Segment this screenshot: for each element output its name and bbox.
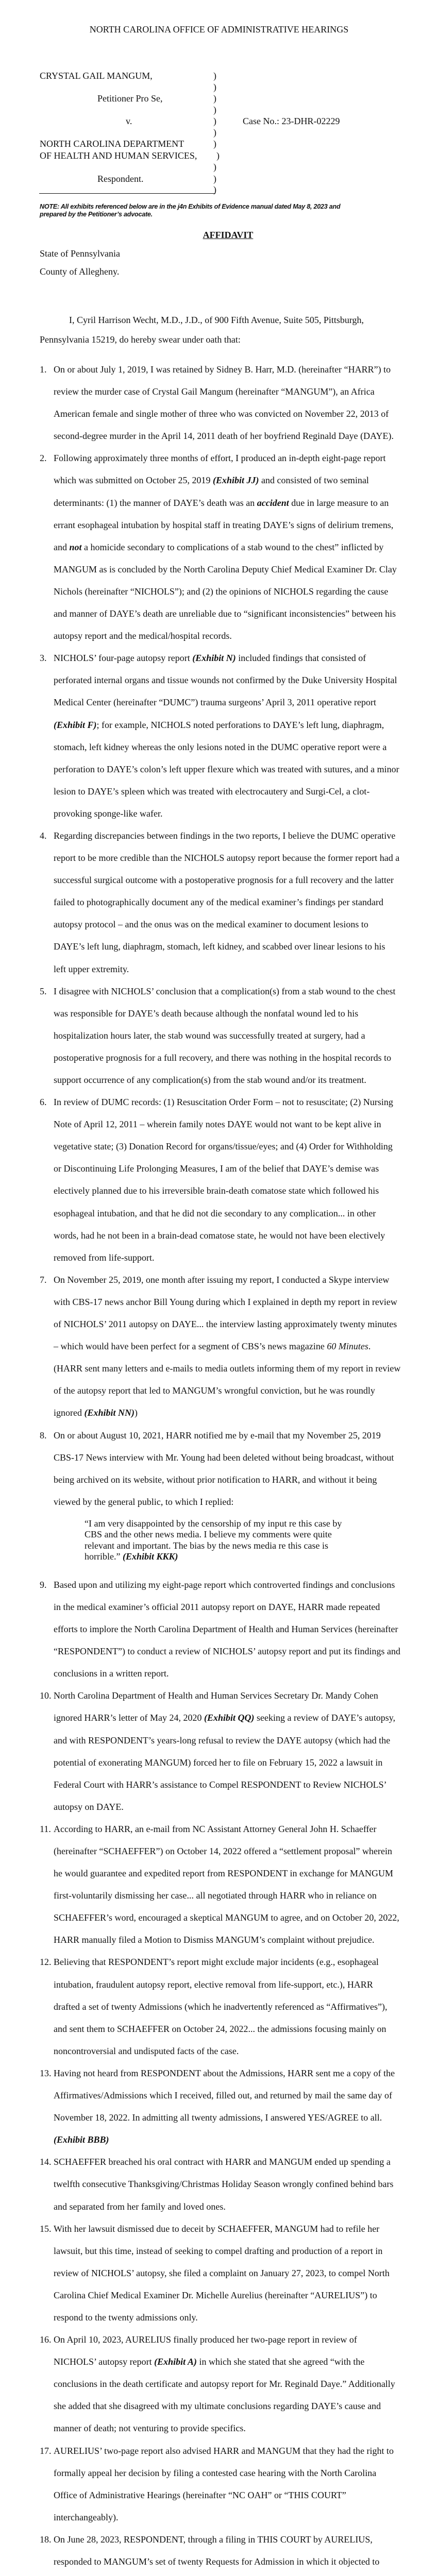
numbered-paragraph: [40, 647, 431, 825]
paragraph-line: noncontroversial and undisputed facts of the case.: [54, 2045, 239, 2056]
paragraph-number: 11.: [40, 1823, 51, 1834]
paragraph-line: According to HARR, an e-mail from NC Assistant Attorney General John H. Schaeffer: [54, 1823, 377, 1834]
paragraph-line: review of NICHOLS’ autopsy, she filed a complaint on January 27, 2023, to compel North: [54, 2267, 390, 2278]
paragraph-line: she added that she disagreed with my ultimate conclusions regarding DAYE’s cause and: [54, 2401, 381, 2412]
caption-paren: ): [213, 162, 216, 172]
paragraph-line: [54, 536, 431, 558]
paragraph-number: 14.: [40, 2157, 52, 2167]
numbered-paragraph: [40, 1574, 431, 1685]
petitioner-role: Petitioner Pro Se,: [97, 93, 163, 104]
text-run: a homicide secondary to complications of a stab wound to the chest” inflicted by: [81, 541, 384, 552]
paragraph-number: 9.: [40, 1579, 47, 1590]
paragraph-text: [54, 2218, 431, 2329]
paragraph-line: second-degree murder in the April 14, 2011 death of her boyfriend Reginald Daye (DAYE).: [54, 431, 394, 442]
paragraph-line: Having not heard from RESPONDENT about the Admissions, HARR sent me a copy of the: [54, 2067, 395, 2078]
paragraph-line: lawsuit, but this time, instead of seeking to compel drafting and production of a report in: [54, 2245, 383, 2256]
paragraph-line: CBS-17 News interview with Mr. Young had been deleted without being broadcast, without: [54, 1452, 394, 1463]
text-run: NICHOLS’ four-page autopsy report: [54, 653, 193, 664]
respondent-role: Respondent.: [97, 174, 144, 184]
text-run: ): [134, 1408, 138, 1418]
paragraph-line: report to be more credible than the NICHOLS autopsy report because the former report had a: [54, 853, 400, 863]
text-run: horrible.”: [85, 1551, 123, 1562]
emphasis-text: (Exhibit JJ): [212, 475, 259, 486]
text-run: and: [54, 541, 70, 552]
paragraph-number: 4.: [40, 830, 47, 841]
paragraph-line: formally appeal her decision by filing a contested case hearing with the North Carolina: [54, 2467, 377, 2478]
paragraph-number: 5.: [40, 986, 47, 996]
emphasis-text: (Exhibit F): [54, 719, 97, 730]
text-run: ignored HARR’s letter of May 24, 2020: [54, 1713, 204, 1723]
paragraph-number: 18.: [40, 2534, 52, 2545]
paragraph-text: [54, 447, 431, 647]
caption-paren: ): [213, 105, 216, 115]
paragraph-line: [54, 492, 431, 514]
paragraph-line: Note of April 12, 2011 – wherein family notes DAYE would not want to be kept alive in: [54, 1119, 381, 1130]
emphasis-text: (Exhibit A): [154, 2357, 197, 2367]
numbered-paragraph: [40, 359, 431, 447]
intro-line: Pennsylvania 15219, do hereby swear under oath that:: [40, 334, 241, 345]
versus: v.: [126, 116, 132, 126]
text-run: which was submitted on October 25, 2019: [54, 475, 213, 486]
paragraph-line: perforation to DAYE’s colon’s left upper flexure which was treated with sutures, and a minor: [54, 764, 399, 774]
paragraph-line: was responsible for DAYE’s death because although the nonfatal wound led to his: [54, 1008, 359, 1019]
text-run: ; for example, NICHOLS noted perforations to DAYE’s left lung, diaphragm,: [96, 719, 384, 730]
paragraph-line: and manner of DAYE’s death are unreliable due to “significant inconsistencies” between his: [54, 608, 396, 619]
paragraph-number: 16.: [40, 2334, 52, 2345]
paragraph-line: support occurrence of any complication(s) from the stab wound and/or its treatment.: [54, 1075, 366, 1085]
paragraph-line: successful surgical outcome with a postoperative prognosis for a full recovery and the latter: [54, 875, 394, 886]
paragraph-number: 1.: [40, 364, 47, 375]
paragraph-line: HARR manually filed a Motion to Dismiss MANGUM’s complaint without prejudice.: [54, 1935, 375, 1945]
numbered-paragraph: [40, 980, 431, 1091]
venue-state: State of Pennsylvania: [40, 248, 120, 259]
paragraph-line: November 18, 2022. In admitting all twenty admissions, I answered YES/AGREE to all.: [54, 2112, 382, 2123]
paragraph-line: MANGUM as is concluded by the North Carolina Deputy Chief Medical Examiner Dr. Clay: [54, 564, 397, 574]
paragraph-text: [54, 980, 431, 1091]
numbered-paragraph: [40, 2329, 431, 2439]
paragraph-line: twelfth consecutive Thanksgiving/Christmas Holiday Season wrongly confined behind bars: [54, 2179, 394, 2190]
paragraph-line: In review of DUMC records: (1) Resuscitation Order Form – not to resuscitate; (2) Nursing: [54, 1097, 393, 1108]
paragraph-text: [54, 1818, 431, 1952]
paragraph-line: Regarding discrepancies between findings in the two reports, I believe the DUMC operative: [54, 830, 396, 841]
text-run: ignored: [54, 1408, 85, 1418]
venue-county: County of Allegheny.: [40, 266, 120, 277]
emphasis-text: (Exhibit NN): [84, 1408, 134, 1418]
emphasis-text: (Exhibit N): [192, 653, 236, 664]
paragraph-text: [54, 359, 431, 447]
paragraph-line: Medical Center (hereinafter “DUMC”) trauma surgeons’ April 3, 2011 operative report: [54, 697, 376, 708]
paragraph-line: removed from life-support.: [54, 1252, 155, 1263]
paragraph-line: left upper extremity.: [54, 963, 129, 974]
paragraph-line: Carolina Chief Medical Examiner Dr. Michelle Aurelius (hereinafter “AURELIUS”) to: [54, 2290, 377, 2300]
note-line: NOTE: All exhibits referenced below are in the j4n Exhibits of Evidence manual dated May 8, 2023 and: [40, 203, 341, 210]
text-run: – which would have been perfect for a segment of CBS’s news magazine: [54, 1341, 327, 1352]
paragraph-line: Following approximately three months of effort, I produced an in-depth eight-page report: [54, 453, 386, 464]
court-title: NORTH CAROLINA OFFICE OF ADMINISTRATIVE HEARINGS: [89, 24, 349, 35]
paragraph-text: [54, 2151, 431, 2217]
text-run: seeking a review of DAYE’s autopsy,: [254, 1713, 396, 1723]
caption-paren: ): [213, 93, 216, 104]
paragraph-line: responded to MANGUM’s set of twenty Requests for Admission in which it objected to: [54, 2556, 380, 2567]
paragraph-text: [54, 647, 431, 825]
paragraph-line: relevant and important. The bias by the news media re this case is: [85, 1540, 329, 1551]
paragraph-line: [54, 714, 431, 736]
paragraph-line: American female and single mother of three who was convicted on November 22, 2013 of: [54, 409, 389, 419]
paragraph-line: in the medical examiner’s official 2011 autopsy report on DAYE, HARR made repeated: [54, 1601, 380, 1612]
paragraph-line: With her lawsuit dismissed due to deceit by SCHAEFFER, MANGUM had to refile her: [54, 2223, 380, 2234]
paragraph-line: respond to the twenty admissions only.: [54, 2312, 198, 2323]
paragraph-text: [54, 1574, 431, 1685]
paragraph-line: [54, 2129, 431, 2151]
paragraph-line: and separated from her family and loved ones.: [54, 2201, 226, 2212]
paragraph-line: Federal Court with HARR’s assistance to Compel RESPONDENT to Review NICHOLS’: [54, 1779, 387, 1790]
paragraph-text: [54, 2062, 431, 2151]
paragraph-number: 10.: [40, 1690, 52, 1701]
paragraph-line: DAYE’s left lung, diaphragm, stomach, left kidney, and scabbed over linear lesions to his: [54, 941, 385, 952]
paragraph-number: 8.: [40, 1430, 47, 1440]
paragraph-line: Believing that RESPONDENT’s report might exclude major incidents (e.g., esophageal: [54, 1957, 379, 1968]
paragraph-line: efforts to implore the North Carolina Department of Health and Human Services (hereinafter: [54, 1624, 398, 1635]
paragraph-text: [54, 2329, 431, 2439]
paragraph-line: SCHAEFFER breached his oral contract with HARR and MANGUM ended up spending a: [54, 2157, 391, 2167]
paragraph-line: drafted a set of twenty Admissions (which he inadvertently referenced as “Affirmatives”),: [54, 2001, 388, 2012]
paragraph-line: he would guarantee and expedited report from RESPONDENT in exchange for MANGUM: [54, 1868, 394, 1879]
paragraph-line: [54, 647, 431, 669]
paragraph-line: Affirmatives/Admissions which I received, filled out, and returned by mail the same day of: [54, 2090, 392, 2101]
text-run: due in large measure to an: [289, 497, 389, 508]
text-run: .: [368, 1341, 371, 1352]
emphasis-text: (Exhibit BBB): [54, 2134, 109, 2145]
paragraph-line: esophageal intubation, and that he did not die secondary to any complication... in other: [54, 1208, 376, 1218]
paragraph-line: of NICHOLS’ 2011 autopsy on DAYE... the interview lasting approximately twenty minutes: [54, 1319, 397, 1330]
paragraph-line: postoperative prognosis for a full recovery, and there was nothing in the hospital records to: [54, 1052, 392, 1063]
paragraph-line: autopsy on DAYE.: [54, 1801, 124, 1812]
caption-paren: ): [213, 71, 216, 81]
paragraph-line: “I am very disappointed by the censorship of my input re this case by: [85, 1518, 342, 1529]
emphasis-text: (Exhibit KKK): [122, 1551, 178, 1562]
respondent-name-line2: OF HEALTH AND HUMAN SERVICES,: [40, 150, 197, 161]
numbered-paragraph: [40, 1425, 431, 1513]
numbered-paragraph: [40, 1818, 431, 1952]
paragraph-line: “RESPONDENT”) to conduct a review of NICHOLS’ autopsy report and put its findings and: [54, 1646, 401, 1657]
paragraph-line: I disagree with NICHOLS’ conclusion that a complication(s) from a stab wound to the chest: [54, 986, 396, 996]
emphasis-text: (Exhibit QQ): [204, 1713, 255, 1723]
paragraph-line: hospitalization hours later, the stab wound was successfully treated at surgery, had a: [54, 1030, 365, 1041]
case-number: Case No.: 23-DHR-02229: [243, 116, 340, 126]
numbered-paragraph: [40, 1091, 431, 1269]
paragraph-line: autopsy protocol – and the onus was on the medical examiner to document lesions to: [54, 919, 368, 930]
paragraph-line: [54, 1335, 431, 1358]
paragraph-text: [54, 2440, 431, 2529]
paragraph-line: On April 10, 2023, AURELIUS finally produced her two-page report in review of: [54, 2334, 357, 2345]
paragraph-line: Office of Administrative Hearings (hereinafter “NC OAH” or “THIS COURT”: [54, 2489, 346, 2500]
caption-underline: [39, 193, 215, 194]
paragraph-line: failed to photographically document any of the medical examiner’s findings per standard: [54, 897, 383, 908]
numbered-paragraph: [40, 2062, 431, 2151]
paragraph-line: AURELIUS’ two-page report also advised HARR and MANGUM that they had the right to: [54, 2445, 394, 2456]
paragraph-line: [54, 2351, 431, 2373]
paragraph-line: and with RESPONDENT’s years-long refusal to review the DAYE autopsy (which had the: [54, 1735, 391, 1745]
paragraph-line: lesion to DAYE’s spleen which was treated with electrocautery and Surgi-Cel, a clot-: [54, 786, 370, 796]
caption-paren: ): [213, 139, 216, 149]
intro-line: I, Cyril Harrison Wecht, M.D., J.D., of 900 Fifth Avenue, Suite 505, Pittsburgh,: [69, 315, 364, 325]
paragraph-line: intubation, fraudulent autopsy report, elective removal from life-support, etc.), HARR: [54, 1979, 373, 1990]
paragraph-line: of the autopsy report that led to MANGUM’s wrongful conviction, but he was roundly: [54, 1385, 375, 1396]
paragraph-line: with CBS-17 news anchor Bill Young during which I explained in depth my report in review: [54, 1296, 397, 1307]
paragraph-text: [54, 1269, 431, 1425]
respondent-name-line1: NORTH CAROLINA DEPARTMENT: [40, 139, 184, 149]
paragraph-text: [54, 2529, 431, 2573]
paragraph-text: [54, 825, 431, 980]
paragraph-number: 6.: [40, 1097, 47, 1108]
paragraph-line: SCHAEFFER’s word, encouraged a skeptical MANGUM to agree, and on October 20, 2022,: [54, 1912, 399, 1923]
block-quote: [85, 1518, 362, 1563]
paragraph-line: On June 28, 2023, RESPONDENT, through a filing in THIS COURT by AURELIUS,: [54, 2534, 373, 2545]
paragraph-line: review the murder case of Crystal Gail Mangum (hereinafter “MANGUM”), an Africa: [54, 386, 375, 397]
paragraph-line: Based upon and utilizing my eight-page report which controverted findings and conclusions: [54, 1579, 395, 1590]
paragraph-line: North Carolina Department of Health and Human Services Secretary Dr. Mandy Cohen: [54, 1690, 378, 1701]
document-title: AFFIDAVIT: [203, 230, 254, 240]
numbered-paragraph: [40, 1951, 431, 2062]
emphasis-text: not: [69, 541, 82, 552]
paragraph-line: words, had he not been in a brain-dead comatose state, he would not have been electively: [54, 1230, 385, 1241]
paragraph-line: (hereinafter “SCHAEFFER”) on October 14, 2022 offered a “settlement proposal” wherein: [54, 1846, 392, 1856]
paragraph-line: vegetative state; (3) Donation Record for organs/tissue/eyes; and (4) Order for Withholding: [54, 1141, 393, 1152]
caption-paren: ): [213, 184, 216, 195]
paragraph-line: [85, 1551, 362, 1563]
paragraph-line: or Discontinuing Life Prolonging Measures, I am of the belief that DAYE’s demise was: [54, 1163, 379, 1174]
numbered-paragraph: [40, 825, 431, 980]
paragraph-number: 3.: [40, 653, 47, 664]
paragraph-line: potential of exonerating MANGUM) forced her to file on February 15, 2022 a lawsuit in: [54, 1757, 383, 1768]
text-run: in which she stated that she agreed “with the: [197, 2357, 365, 2367]
paragraph-line: [54, 1707, 431, 1729]
paragraph-line: On November 25, 2019, one month after issuing my report, I conducted a Skype interview: [54, 1274, 390, 1285]
paragraph-number: 2.: [40, 453, 47, 464]
numbered-paragraph: [40, 1685, 431, 1818]
paragraph-text: [54, 1685, 431, 1818]
paragraph-line: conclusions in the death certificate and autopsy report for Mr. Reginald Daye.” Additionally: [54, 2379, 395, 2389]
italic-title: 60 Minutes: [327, 1341, 368, 1352]
numbered-paragraph: [40, 2529, 431, 2573]
paragraph-line: viewed by the general public, to which I replied:: [54, 1496, 234, 1507]
paragraph-number: 12.: [40, 1957, 52, 1968]
paragraph-line: (HARR sent many letters and e-mails to media outlets informing them of my report in review: [54, 1363, 401, 1374]
paragraph-line: manner of death; not venturing to provide specifics.: [54, 2423, 246, 2434]
text-run: included findings that consisted of: [235, 653, 366, 664]
numbered-paragraph: [40, 2440, 431, 2529]
paragraph-number: 13.: [40, 2067, 52, 2078]
paragraph-line: [54, 469, 431, 492]
note-line: prepared by the Petitioner’s advocate.: [40, 211, 153, 218]
paragraph-line: and sent them to SCHAEFFER on October 24, 2022... the admissions focusing mainly on: [54, 2023, 386, 2034]
paragraph-line: perforated internal organs and tissue wounds not confirmed by the Duke University Hospital: [54, 675, 397, 686]
paragraph-line: [54, 1402, 431, 1424]
caption-paren: ): [213, 82, 216, 92]
paragraph-text: [54, 1091, 431, 1269]
paragraph-line: first-voluntarily dismissing her case... all negotiated through HARR who in reliance on: [54, 1890, 377, 1901]
paragraph-line: CBS and the other news media. I believe my comments were quite: [85, 1529, 332, 1540]
paragraph-line: electively planned due to his irreversible brain-death comatose state which followed his: [54, 1185, 379, 1196]
affidavit-body: [40, 359, 431, 2573]
paragraph-number: 15.: [40, 2223, 52, 2234]
paragraph-line: being archived on its website, without prior notification to HARR, and without it being: [54, 1474, 377, 1485]
caption-paren: ): [213, 116, 216, 126]
caption-paren: ): [213, 174, 216, 184]
caption-paren: ): [213, 127, 216, 138]
paragraph-line: interchangeably).: [54, 2512, 119, 2522]
paragraph-line: autopsy report and the medical/hospital records.: [54, 631, 232, 641]
numbered-paragraph: [40, 1269, 431, 1425]
exhibit-note: [40, 203, 340, 218]
numbered-paragraph: [40, 447, 431, 647]
paragraph-text: [54, 1425, 431, 1513]
paragraph-line: conclusions in a written report.: [54, 1668, 169, 1679]
paragraph-line: Nichols (hereinafter “NICHOLS”); and (2) the opinions of NICHOLS regarding the cause: [54, 586, 389, 597]
paragraph-number: 17.: [40, 2445, 52, 2456]
emphasis-text: accident: [257, 497, 289, 508]
paragraph-line: stomach, left kidney whereas the only lesions noted in the DUMC operative report were a: [54, 741, 387, 752]
paragraph-text: [54, 1951, 431, 2062]
text-run: and consisted of two seminal: [259, 475, 369, 486]
paragraph-line: errant esophageal intubation by hospital staff in treating DAYE’s signs of delirium tremens,: [54, 519, 394, 530]
paragraph-line: On or about July 1, 2019, I was retained by Sidney B. Harr, M.D. (hereinafter “HARR”) to: [54, 364, 391, 375]
petitioner-name: CRYSTAL GAIL MANGUM,: [40, 71, 153, 81]
paragraph-line: On or about August 10, 2021, HARR notified me by e-mail that my November 25, 2019: [54, 1430, 381, 1440]
numbered-paragraph: [40, 2151, 431, 2217]
text-run: NICHOLS’ autopsy report: [54, 2357, 155, 2367]
numbered-paragraph: [40, 2218, 431, 2329]
text-run: determinants: (1) the manner of DAYE’s death was an: [54, 497, 257, 508]
paragraph-line: provoking sponge-like wafer.: [54, 808, 163, 819]
paragraph-number: 7.: [40, 1274, 47, 1285]
caption-paren: ): [216, 150, 220, 161]
